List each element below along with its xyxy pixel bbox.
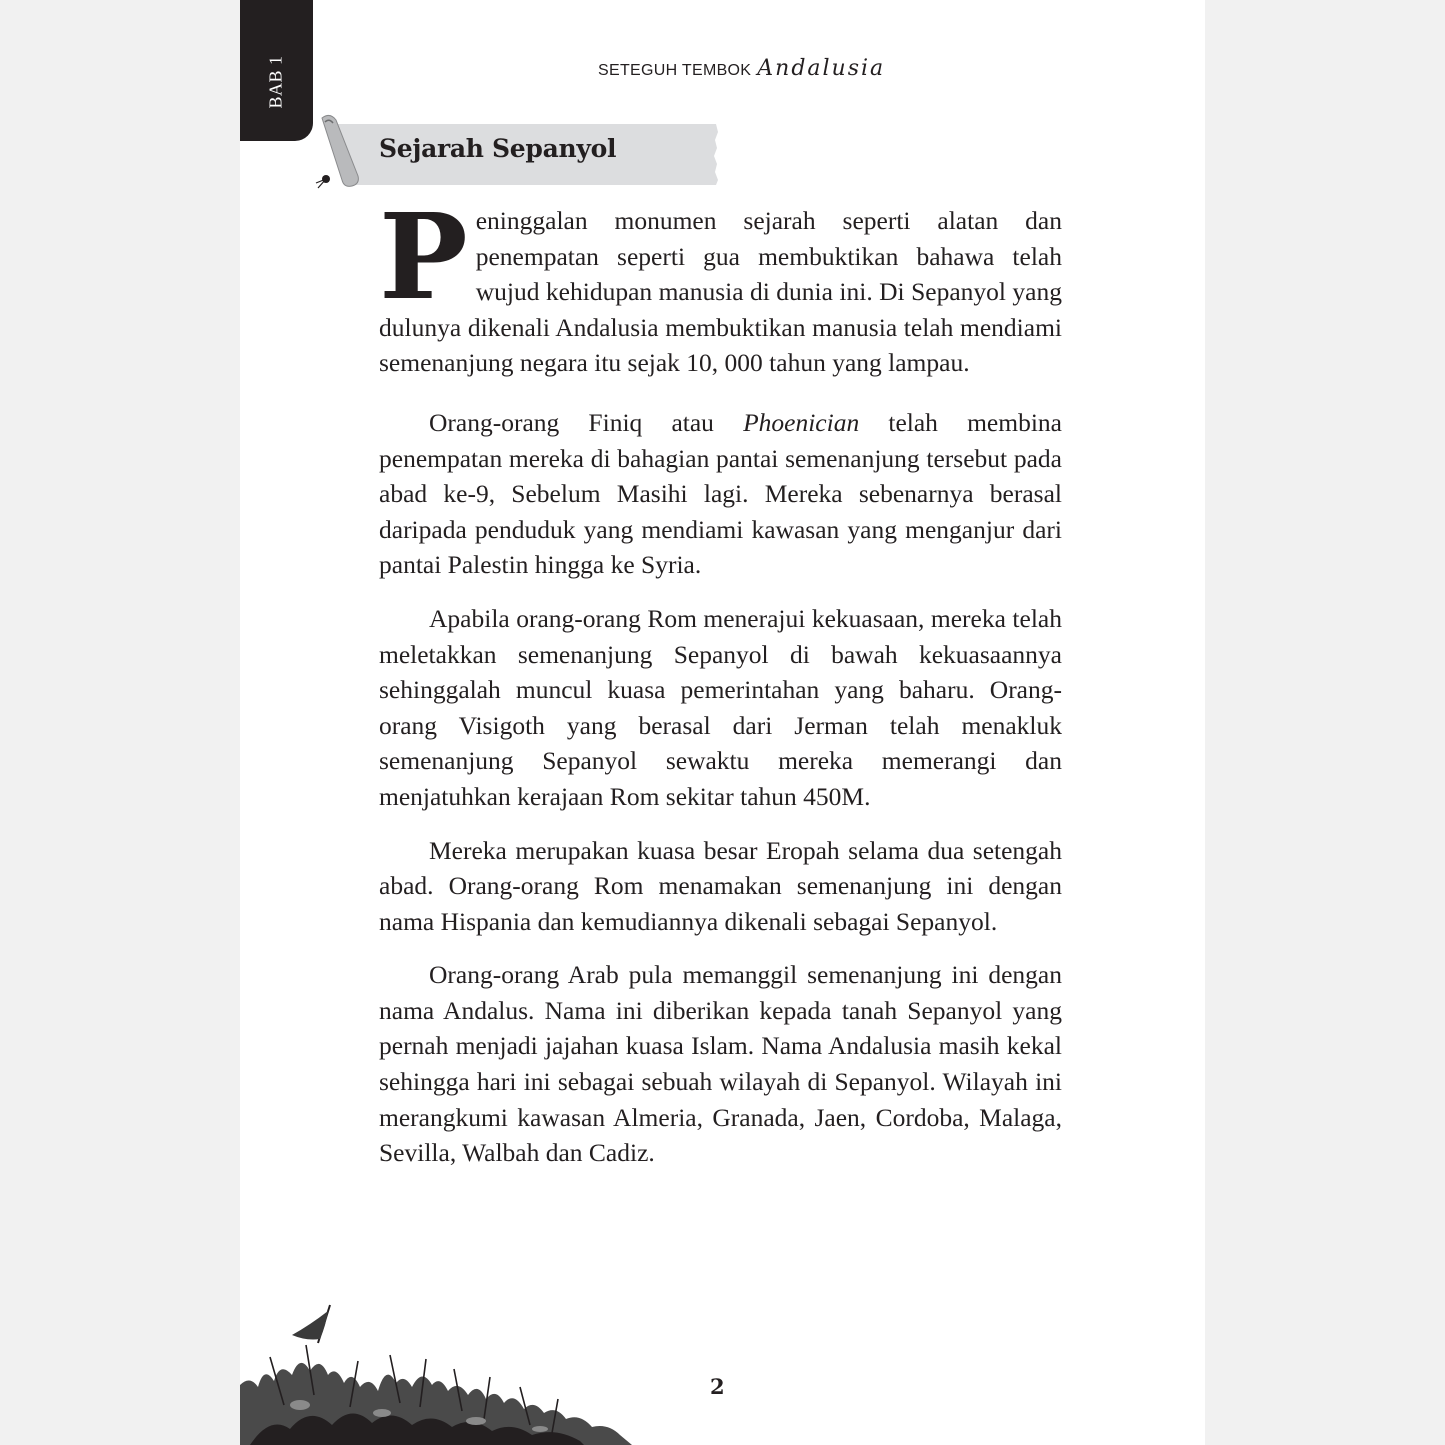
paragraph-1 xyxy=(379,187,1062,381)
running-header-title: SETEGUH TEMBOK xyxy=(598,62,752,79)
running-header-script: Andalusia xyxy=(757,56,886,81)
paragraph-4: Mereka merupakan kuasa besar Eropah selama dua setengah abad. Orang-orang Rom menamakan semenanjung ini dengan nama Hispania dan kemudiannya dikenali sebagai Sepanyol. xyxy=(379,835,1062,936)
paragraph-2 xyxy=(379,405,1062,583)
paragraph-2-text-b: telah membina penempatan mereka di bahagian pantai semenanjung tersebut pada abad ke-9, Sebelum Masihi lagi. Mereka sebenarnya berasal daripada penduduk yang mendiami kawasan yang menganjur dari pantai Palestin hingga ke Syria. xyxy=(379,407,1062,580)
section-title: Sejarah Sepanyol xyxy=(379,134,617,163)
paragraph-3: Apabila orang-orang Rom menerajui kekuasaan, mereka telah meletakkan semenanjung Sepanyol di bawah kekuasaannya sehinggalah muncul kuasa pemerintahan yang baharu. Orang-orang Visigoth yang berasal dari Jerman telah menakluk semenanjung Sepanyol sewaktu mereka memerangi dan menjatuhkan kerajaan Rom sekitar tahun 450M. xyxy=(379,603,1062,811)
paragraph-2-text-a: Orang-orang Finiq atau xyxy=(429,407,744,437)
section-heading-banner xyxy=(314,114,719,190)
paragraph-5: Orang-orang Arab pula memanggil semenanjung ini dengan nama Andalus. Nama ini diberikan kepada tanah Sepanyol yang pernah menjadi jajahan kuasa Islam. Nama Andalusia masih kekal sehingga hari ini sebagai sebuah wilayah di Sepanyol. Wilayah ini merangkumi kawasan Almeria, Granada, Jaen, Cordoba, Malaga, Sevilla, Walbah dan Cadiz. xyxy=(379,960,1062,1168)
page-number: 2 xyxy=(710,1374,725,1399)
drop-cap: P xyxy=(379,187,468,326)
body-text xyxy=(379,187,1062,1171)
running-header xyxy=(598,56,885,81)
chapter-tab-label: BAB 1 xyxy=(265,55,286,109)
paragraph-1-text: eninggalan monumen sejarah seperti alatan dan penempatan seperti gua membuktikan bahawa telah wujud kehidupan manusia di dunia ini. Di Sepanyol yang dulunya dikenali Andalusia membuktikan manusia telah mendiami semenanjung negara itu sejak 10, 000 tahun yang lampau. xyxy=(379,206,1062,378)
book-page xyxy=(240,0,1205,1445)
chapter-tab xyxy=(240,0,313,141)
battle-scene-illustration xyxy=(240,1295,640,1445)
paragraph-2-italic: Phoenician xyxy=(743,407,860,437)
